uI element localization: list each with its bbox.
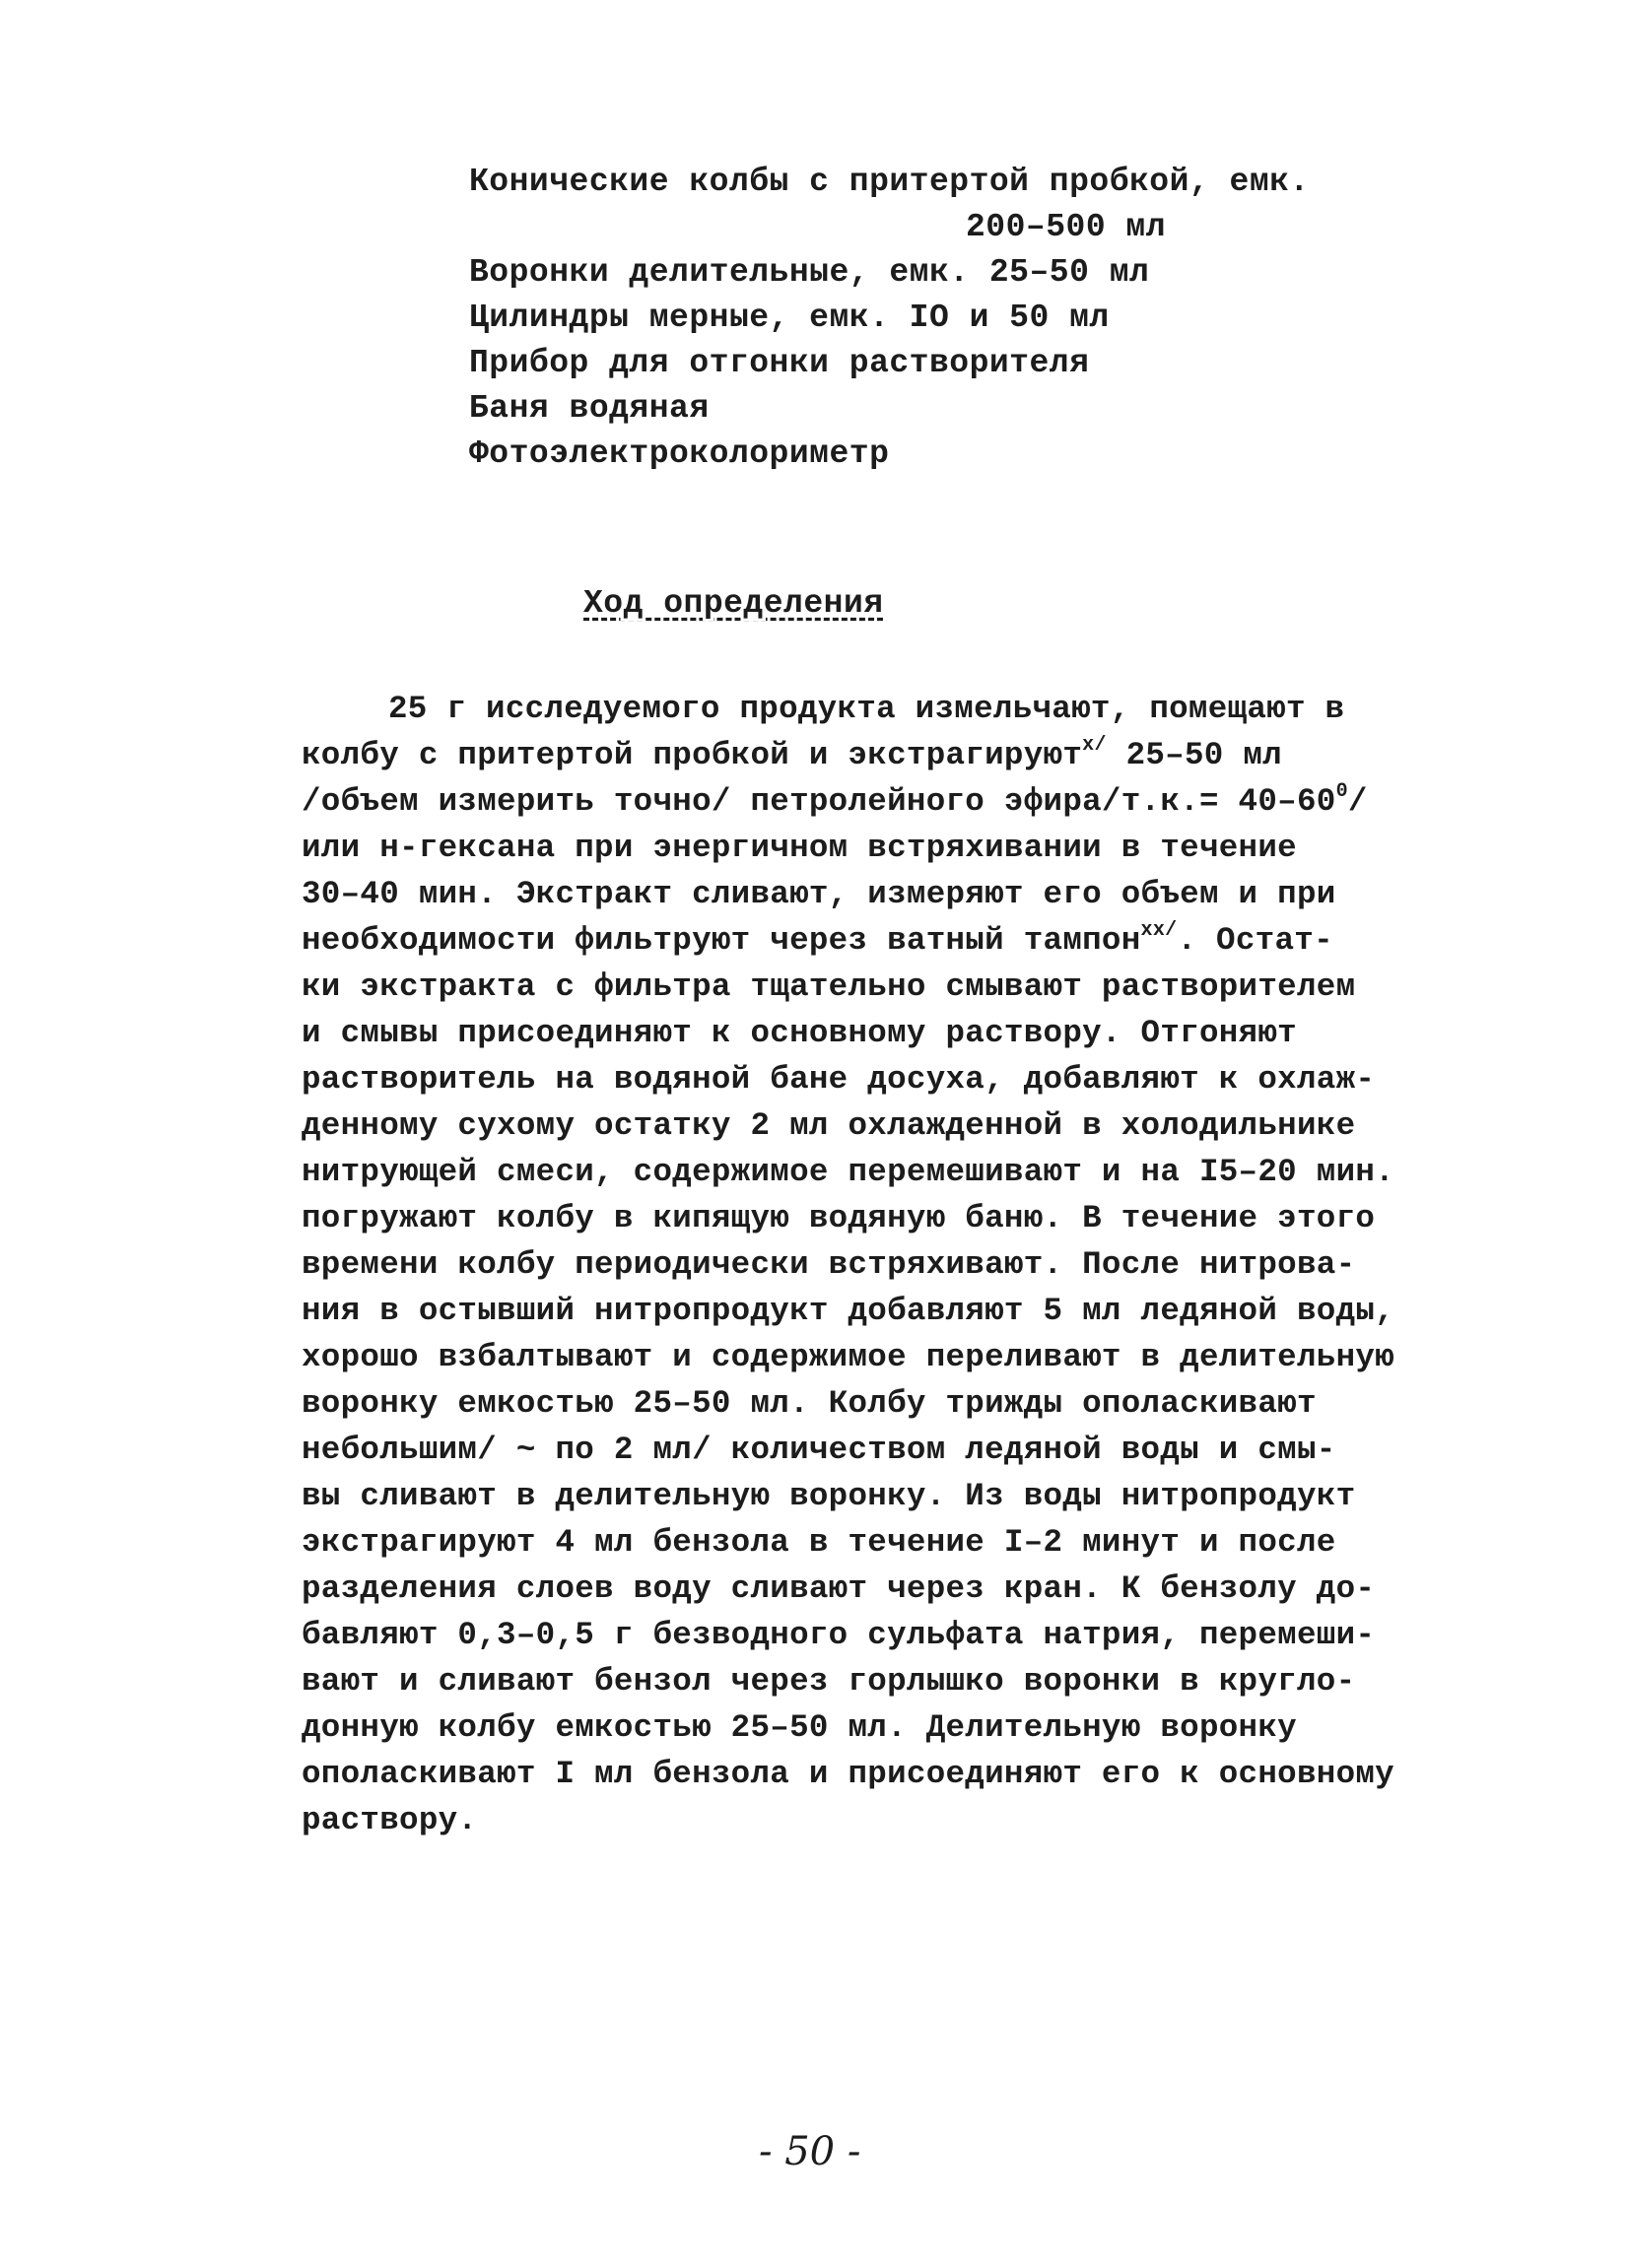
procedure-line: или н-гексана при энергичном встряхивании в течение xyxy=(302,830,1297,866)
procedure-line: 25 г исследуемого продукта измельчают, помещают в xyxy=(388,691,1345,727)
equipment-item-continuation: 200–500 мл xyxy=(966,209,1167,245)
procedure-text: 25–50 мл xyxy=(1125,737,1282,773)
page-number: - 50 - xyxy=(759,2129,861,2174)
procedure-line: небольшим/ ~ по 2 мл/ количеством ледяной воды и смы- xyxy=(302,1432,1336,1468)
equipment-item-text: Конические колбы с притертой пробкой, емк. xyxy=(469,164,1310,200)
procedure-line: вают и сливают бензол через горлышко воронки в кругло- xyxy=(302,1663,1356,1700)
equipment-item: Фотоэлектроколориметр xyxy=(469,435,890,472)
procedure-line xyxy=(302,778,1366,825)
equipment-item: Баня водяная xyxy=(469,390,710,427)
procedure-line: воронку емкостью 25–50 мл. Колбу трижды ополаскивают xyxy=(302,1385,1317,1422)
procedure-text: /объем измерить точно/ петролейного эфира/т.к.= 40–60 xyxy=(302,783,1336,820)
procedure-line: донную колбу емкостью 25–50 мл. Делительную воронку xyxy=(302,1709,1297,1746)
procedure-text: . Остат- xyxy=(1177,922,1333,959)
procedure-line: денному сухому остатку 2 мл охлажденной в холодильнике xyxy=(302,1107,1356,1144)
procedure-line: разделения слоев воду сливают через кран. К бензолу до- xyxy=(302,1570,1376,1607)
procedure-line: времени колбу периодически встряхивают. После нитрова- xyxy=(302,1246,1356,1283)
procedure-line: и смывы присоединяют к основному раствору. Отгоняют xyxy=(302,1015,1297,1051)
footnote-mark: x/ xyxy=(1082,734,1107,757)
equipment-item xyxy=(469,160,1356,250)
equipment-item: Цилиндры мерные, емк. IO и 50 мл xyxy=(469,300,1110,336)
equipment-item: Прибор для отгонки растворителя xyxy=(469,345,1090,381)
degree-mark: 0 xyxy=(1335,780,1348,803)
procedure-line: раствору. xyxy=(302,1802,478,1838)
procedure-line: экстрагируют 4 мл бензола в течение I–2 минут и после xyxy=(302,1524,1336,1561)
procedure-line: растворитель на водяной бане досуха, добавляют к охлаж- xyxy=(302,1061,1376,1098)
procedure-text: колбу с притертой пробкой и экстрагируют xyxy=(302,737,1083,773)
procedure-text: / xyxy=(1347,783,1368,820)
procedure-line: нитрующей смеси, содержимое перемешивают и на I5–20 мин. xyxy=(302,1154,1394,1190)
procedure-line: погружают колбу в кипящую водяную баню. В течение этого xyxy=(302,1200,1376,1236)
procedure-line: ополаскивают I мл бензола и присоединяют его к основному xyxy=(302,1756,1394,1792)
procedure-text: необходимости фильтруют через ватный тампон xyxy=(302,922,1141,959)
section-heading: Ход определения xyxy=(583,585,884,622)
procedure-line: ния в остывший нитропродукт добавляют 5 мл ледяной воды, xyxy=(302,1293,1394,1329)
procedure-line: вы сливают в делительную воронку. Из воды нитропродукт xyxy=(302,1478,1356,1514)
equipment-list xyxy=(469,160,1356,477)
equipment-item: Воронки делительные, емк. 25–50 мл xyxy=(469,254,1150,291)
procedure-line xyxy=(302,732,1366,778)
procedure-line: бавляют 0,3–0,5 г безводного сульфата натрия, перемеши- xyxy=(302,1617,1376,1653)
procedure-line: хорошо взбалтывают и содержимое переливают в делительную xyxy=(302,1339,1394,1375)
procedure-line: 30–40 мин. Экстракт сливают, измеряют его объем и при xyxy=(302,876,1336,912)
procedure-line xyxy=(302,917,1366,964)
procedure-paragraph xyxy=(302,686,1394,1843)
procedure-line: ки экстракта с фильтра тщательно смывают растворителем xyxy=(302,968,1356,1005)
footnote-mark: xx/ xyxy=(1140,919,1178,942)
